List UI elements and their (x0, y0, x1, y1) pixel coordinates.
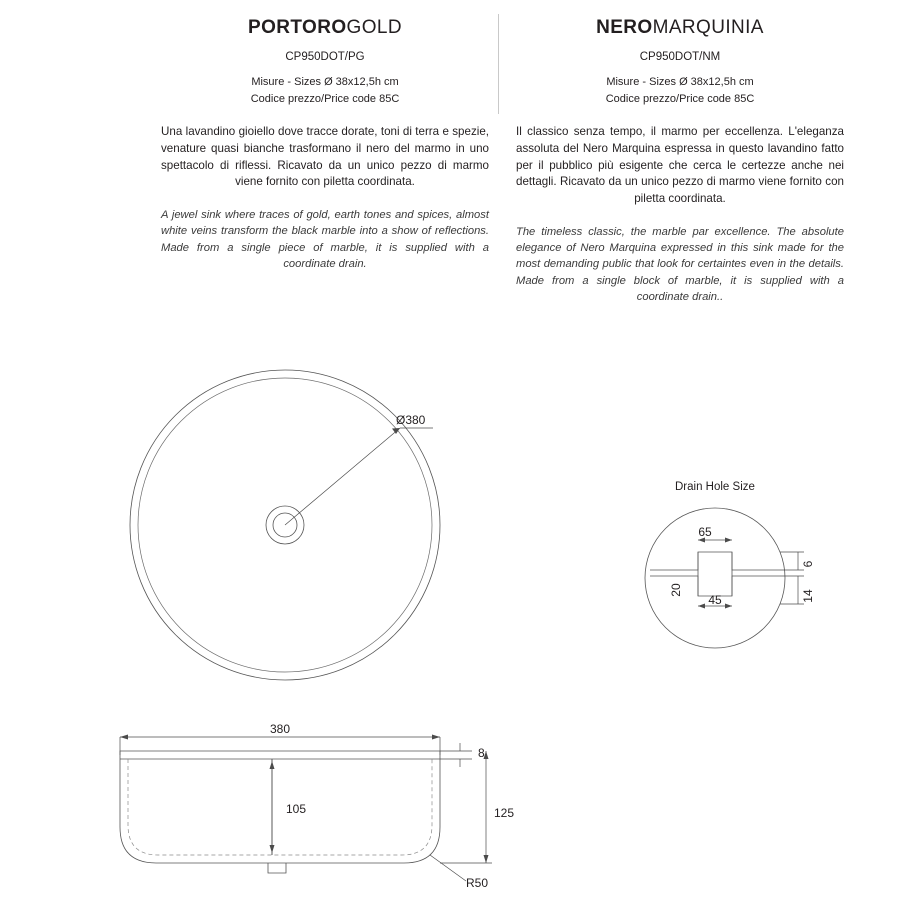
side-view-drawing (100, 715, 540, 890)
product-title (510, 18, 850, 39)
side-radius-label: R50 (466, 876, 489, 890)
drain-detail-title: Drain Hole Size (675, 481, 755, 493)
drain-dim-6: 6 (801, 560, 815, 568)
product-code: CP950DOT/NM (639, 50, 721, 63)
product-column-nero-marquinia (510, 18, 850, 305)
drain-dim-45: 45 (708, 593, 722, 607)
side-rim-label: 8 (478, 746, 485, 760)
product-sizes: Misure - Sizes Ø 38x12,5h cm (251, 75, 399, 88)
product-description-en: The timeless classic, the marble par excellence. The absolute elegance of Nero Marquina expressed in this sink made for the most demanding public that look for certaintes even in the details. Made from a single block of marble, it is supplied with a coordinate drain.. (516, 225, 844, 303)
drain-hole-detail-drawing (620, 478, 870, 658)
product-description-it: Il classico senza tempo, il marmo per eccellenza. L'eleganza assoluta del Nero Marquina espressa in questo lavandino fatto per il pubblico più esigente che cerca le certezze anche nei dettagli. Ricavato da un unico pezzo di marmo viene fornito con piletta coordinata. (516, 124, 844, 206)
product-title-strong: NERO (596, 17, 653, 38)
side-inner-depth-label: 105 (286, 802, 307, 816)
product-price-code: Codice prezzo/Price code 85C (605, 92, 755, 105)
top-view-diameter-label: Ø380 (396, 413, 426, 427)
product-title (155, 18, 495, 39)
product-description-it: Una lavandino gioiello dove tracce dorate, toni di terra e spezie, venature quasi bianche trasformano il nero del marmo in uno spettacolo di riflessi. Ricavato da un unico pezzo di marmo viene fornito con piletta coordinata. (161, 124, 489, 189)
product-code: CP950DOT/PG (285, 50, 365, 63)
side-width-label: 380 (269, 722, 291, 736)
product-title-light: GOLD (346, 17, 402, 38)
top-view-drawing (100, 355, 520, 685)
product-description-en: A jewel sink where traces of gold, earth tones and spices, almost white veins transform the black marble into a show of reflections. Made from a single piece of marble, it is supplied with a coordinate drain. (161, 209, 489, 270)
product-title-strong: PORTORO (248, 17, 347, 38)
drain-dim-20: 20 (669, 583, 683, 597)
product-price-code: Codice prezzo/Price code 85C (250, 92, 400, 105)
product-title-light: MARQUINIA (652, 17, 764, 38)
product-column-portoro-gold (155, 18, 495, 272)
side-height-label: 125 (494, 806, 515, 820)
product-sizes: Misure - Sizes Ø 38x12,5h cm (606, 75, 754, 88)
drain-dim-65: 65 (698, 525, 712, 539)
product-meta (155, 74, 495, 108)
column-divider (498, 14, 499, 114)
drain-dim-14: 14 (801, 589, 815, 603)
product-meta (510, 74, 850, 108)
